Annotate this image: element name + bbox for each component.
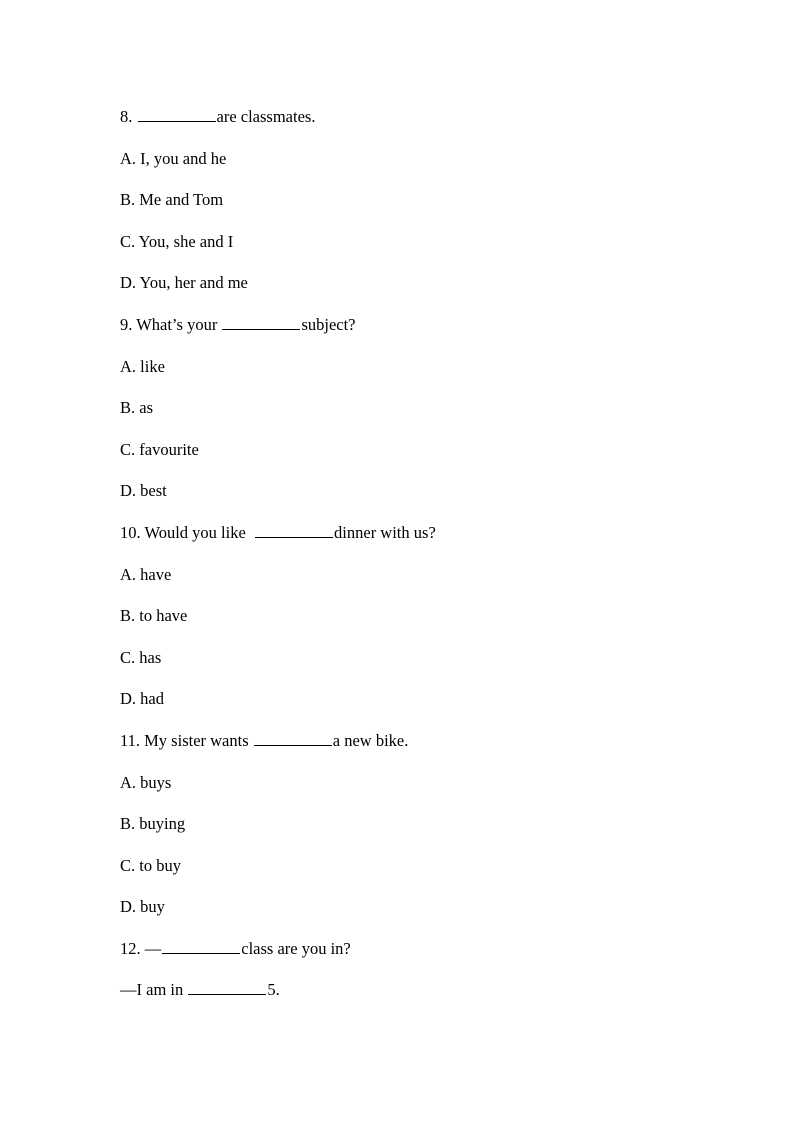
- question-10-stem: [120, 522, 740, 564]
- stem-text-after: a new bike.: [332, 730, 409, 750]
- question-list: [120, 106, 740, 1021]
- answer-blank: [222, 328, 300, 330]
- answer-blank: [162, 952, 240, 954]
- question-8-option-a: A. I, you and he: [120, 148, 227, 168]
- question-11-option-c: C. to buy: [120, 855, 181, 875]
- stem-text-before: 12. —: [120, 938, 162, 958]
- question-11-stem: [120, 730, 740, 772]
- question-8-stem: [120, 106, 740, 148]
- question-9-option-b: B. as: [120, 398, 153, 418]
- question-9-option-c: C. favourite: [120, 439, 199, 459]
- stem-text-before: 10. Would you like: [120, 522, 255, 542]
- answer-text-after: 5.: [267, 980, 280, 1000]
- question-9-option-a: A. like: [120, 356, 165, 376]
- answer-blank: [254, 744, 332, 746]
- question-12-answer: [120, 979, 740, 1021]
- stem-text-after: dinner with us?: [334, 522, 436, 542]
- question-8-option-b: B. Me and Tom: [120, 190, 224, 210]
- question-11-option-a: A. buys: [120, 772, 172, 792]
- answer-blank: [138, 120, 216, 122]
- question-11-option-b: B. buying: [120, 814, 186, 834]
- question-10-option-a: A. have: [120, 564, 172, 584]
- stem-text-before: 9. What’s your: [120, 314, 222, 334]
- question-11-option-d: D. buy: [120, 897, 165, 917]
- question-8-option-d: D. You, her and me: [120, 273, 248, 293]
- question-8-option-c: C. You, she and I: [120, 231, 234, 251]
- stem-text-before: 11. My sister wants: [120, 730, 253, 750]
- question-9-option-d: D. best: [120, 481, 167, 501]
- question-10-option-c: C. has: [120, 647, 162, 667]
- question-9-stem: [120, 314, 740, 356]
- answer-text-before: —I am in: [120, 980, 188, 1000]
- stem-text-after: are classmates.: [216, 107, 316, 126]
- answer-blank: [255, 536, 333, 538]
- stem-text-before: 8.: [120, 107, 137, 126]
- stem-text-after: class are you in?: [241, 938, 351, 958]
- question-10-option-b: B. to have: [120, 606, 188, 626]
- question-10-option-d: D. had: [120, 689, 164, 709]
- question-12-stem: [120, 938, 740, 980]
- stem-text-after: subject?: [301, 314, 356, 334]
- answer-blank: [188, 993, 266, 995]
